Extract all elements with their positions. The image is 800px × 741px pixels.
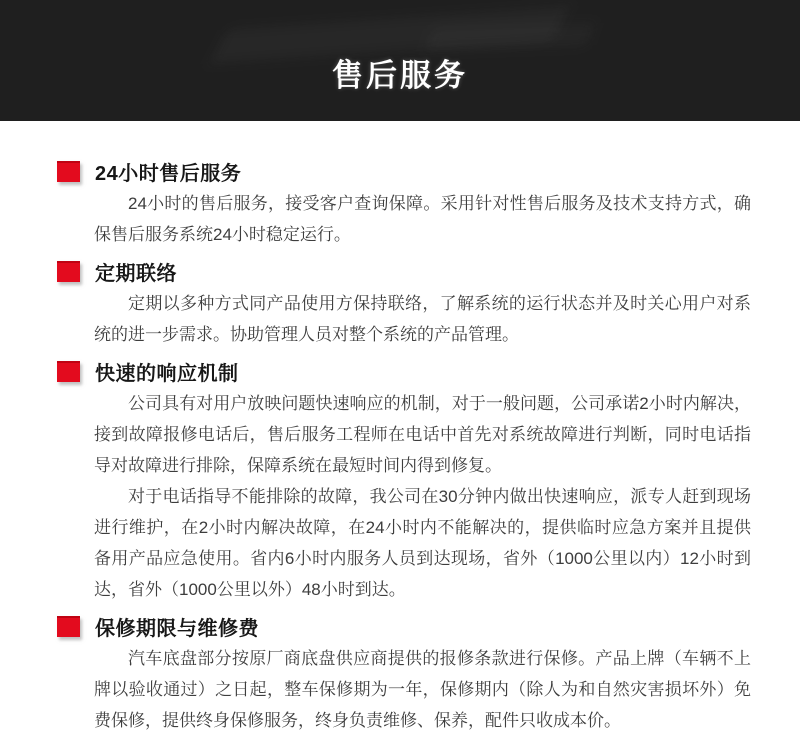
section-heading: 24小时售后服务 <box>95 162 242 185</box>
section-paragraph: 对于电话指导不能排除的故障，我公司在30分钟内做出快速响应，派专人赶到现场进行维护，在2小时内解决故障，在24小时内不能解决的，提供临时应急方案并且提供备用产品应急使用。省内6小时内服务人员到达现场，省外（1000公里以内）12小时到达，省外（1000公里以外）48小时到达。 <box>94 487 751 599</box>
page-header-banner <box>0 0 800 121</box>
section-heading: 定期联络 <box>95 262 177 285</box>
section-paragraph: 公司具有对用户放映问题快速响应的机制，对于一般问题，公司承诺2小时内解决，接到故障报修电话后，售后服务工程师在电话中首先对系统故障进行判断，同时电话指导对故障进行排除，保障系统在最短时间内得到修复。 <box>94 394 751 475</box>
red-square-bullet-icon <box>57 161 80 182</box>
section-heading: 保修期限与维修费 <box>95 617 259 640</box>
section-paragraph: 24小时的售后服务，接受客户查询保障。采用针对性售后服务及技术支持方式，确保售后服务系统24小时稳定运行。 <box>94 194 751 244</box>
page-title: 售后服务 <box>332 58 468 93</box>
section-heading-row <box>57 612 752 640</box>
section-heading-row <box>57 357 752 385</box>
red-square-bullet-icon <box>57 361 80 382</box>
section-warranty <box>57 612 752 736</box>
section-fast-response <box>57 357 752 605</box>
section-heading-row <box>57 157 752 185</box>
section-paragraph: 汽车底盘部分按原厂商底盘供应商提供的报修条款进行保修。产品上牌（车辆不上牌以验收通过）之日起，整车保修期为一年，保修期内（除人为和自然灾害损坏外）免费保修，提供终身保修服务，终身负责维修、保养，配件只收成本价。 <box>94 649 751 730</box>
section-24h-service <box>57 157 752 250</box>
section-heading: 快速的响应机制 <box>95 362 239 385</box>
watermark-smudge <box>425 23 594 51</box>
content-area <box>0 121 800 736</box>
section-regular-contact <box>57 257 752 350</box>
red-square-bullet-icon <box>57 261 80 282</box>
section-paragraph: 定期以多种方式同产品使用方保持联络，了解系统的运行状态并及时关心用户对系统的进一步需求。协助管理人员对整个系统的产品管理。 <box>94 294 751 344</box>
red-square-bullet-icon <box>57 616 80 637</box>
section-heading-row <box>57 257 752 285</box>
